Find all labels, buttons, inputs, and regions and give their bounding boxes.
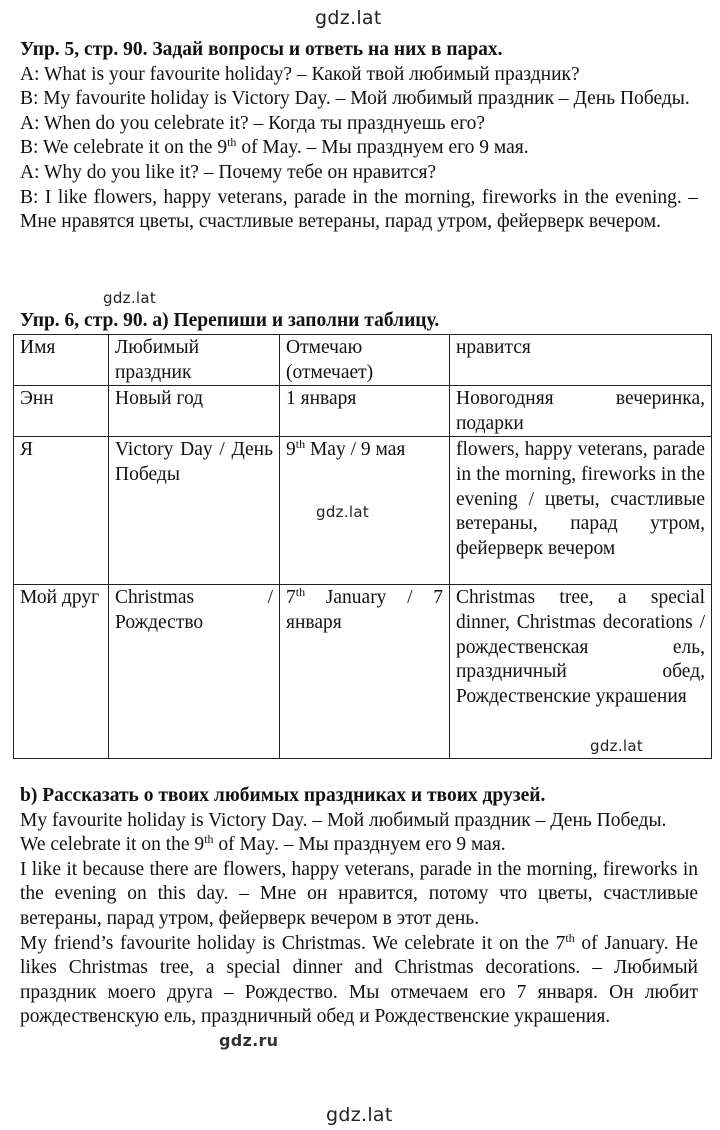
table-row — [14, 437, 712, 585]
table-header-cell: Отмечаю (отмечает) — [280, 335, 450, 386]
dialogue-line: B: We celebrate it on the 9th of May. – Мы празднуем его 9 мая. — [20, 135, 529, 159]
story-paragraph: My favourite holiday is Victory Day. – Мой любимый праздник – День Победы. — [20, 809, 667, 831]
table-cell-date: 1 января — [280, 386, 450, 437]
table-cell-likes: Christmas tree, a special dinner, Christmas decorations / рождественская ель, праздничный обед, Рождественские украшения — [450, 585, 712, 759]
exercise-5-heading: Упр. 5, стр. 90. Задай вопросы и ответь на них в парах. — [20, 39, 503, 60]
table-cell-date: 7th January / 7 января — [280, 585, 450, 759]
watermark-mid-left: gdz.lat — [103, 289, 157, 307]
table-cell-name: Энн — [14, 386, 109, 437]
table-cell-holiday: Christmas / Рождество — [109, 585, 280, 759]
watermark-table-mid: gdz.lat — [316, 503, 370, 521]
table-cell-holiday: Новый год — [109, 386, 280, 437]
table-row — [14, 585, 712, 759]
dialogue-line: A: Why do you like it? – Почему тебе он нравится? — [20, 161, 437, 183]
table-cell-likes: Новогодняя вечеринка, подарки — [450, 386, 712, 437]
table-cell-holiday: Victory Day / День Победы — [109, 437, 280, 585]
table-cell-likes: flowers, happy veterans, parade in the morning, fireworks in the evening / цветы, счастливые ветераны, парад утром, фейерверк вечером — [450, 437, 712, 585]
dialogue-line: A: What is your favourite holiday? – Какой твой любимый праздник? — [20, 63, 580, 85]
watermark-top: gdz.lat — [315, 7, 382, 29]
table-header-cell: Любимый праздник — [109, 335, 280, 386]
table-cell-date: 9th May / 9 мая — [280, 437, 450, 585]
table-cell-name: Я — [14, 437, 109, 585]
table-header-cell: нравится — [450, 335, 712, 386]
exercise-5 — [20, 38, 698, 235]
dialogue-line: B: I like flowers, happy veterans, parade in the morning, fireworks in the evening. – Мне нравятся цветы, счастливые ветераны, парад утром, фейерверк вечером. — [20, 186, 698, 233]
table-cell-name: Мой друг — [14, 585, 109, 759]
story-paragraph: We celebrate it on the 9th of May. – Мы празднуем его 9 мая. — [20, 832, 506, 856]
exercise-6 — [20, 309, 698, 334]
dialogue-line: B: My favourite holiday is Victory Day. – Мой любимый праздник – День Победы. — [20, 88, 690, 110]
table-row — [14, 386, 712, 437]
table-header-row — [14, 335, 712, 386]
exercise-6-heading: Упр. 6, стр. 90. а) Перепиши и заполни таблицу. — [20, 310, 440, 331]
watermark-table-bottom: gdz.lat — [590, 737, 644, 755]
exercise-6b — [20, 784, 698, 1030]
table-header-cell: Имя — [14, 335, 109, 386]
story-paragraph: My friend’s favourite holiday is Christmas. We celebrate it on the 7th of January. He likes Christmas tree, a special dinner and Christmas decorations. – Любимый праздник моего друга – Рождество. Мы отмечаем его 7 января. Он любит рождественскую ель, праздничный обед и Рождественские украшения. — [20, 930, 699, 1028]
watermark-bottom: gdz.lat — [326, 1104, 393, 1126]
story-paragraph: I like it because there are flowers, happy veterans, parade in the morning, fireworks in the evening on this day. – Мне он нравится, потому что цветы, счастливые ветераны, парад утром, фейерверк вечером в этот день. — [20, 858, 698, 929]
dialogue-line: A: When do you celebrate it? – Когда ты празднуешь его? — [20, 112, 485, 134]
holiday-table — [13, 334, 712, 759]
watermark-ru: gdz.ru — [219, 1031, 279, 1050]
exercise-6b-heading: b) Рассказать о твоих любимых праздниках и твоих друзей. — [20, 785, 546, 806]
